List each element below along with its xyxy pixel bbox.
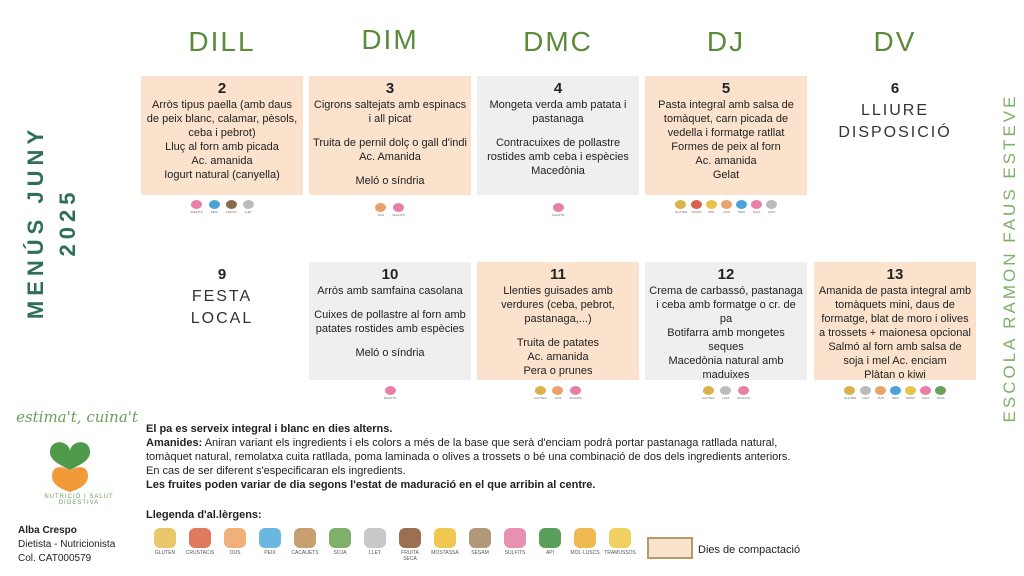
allergen-icons bbox=[477, 386, 639, 400]
allergen-icons bbox=[309, 203, 471, 217]
allergen-icons bbox=[814, 386, 976, 400]
compaction-label: Dies de compactació bbox=[698, 544, 801, 556]
day-number: 12 bbox=[717, 266, 735, 283]
day-number: 6 bbox=[890, 80, 900, 97]
lupin-icon bbox=[609, 528, 631, 548]
day-header-dj: DJ bbox=[706, 26, 746, 57]
author-role: Dietista - Nutricionista bbox=[18, 539, 116, 550]
milk-icon: LLET bbox=[766, 200, 777, 214]
egg-icon: OUS bbox=[552, 386, 563, 400]
fish-icon: PEIX bbox=[209, 200, 220, 214]
allergen-icons bbox=[477, 203, 639, 217]
gluten-icon: GLUTEN bbox=[844, 386, 856, 400]
milk-icon: LLET bbox=[720, 386, 731, 400]
fish-icon: PEIX bbox=[736, 200, 747, 214]
dish: Ac. amanida bbox=[527, 351, 589, 363]
author-block bbox=[18, 524, 115, 566]
dish: Macedònia natural amb maduixes bbox=[668, 355, 784, 381]
dish: Lluç al forn amb picada bbox=[165, 141, 279, 153]
fruits-note: Les fruites poden variar de dia segons l'estat de maduració en el que arribin al centre. bbox=[146, 479, 596, 491]
fish-icon: PEIX bbox=[890, 386, 901, 400]
day-header-dv: DV bbox=[873, 26, 917, 57]
day-cell-2 bbox=[141, 76, 303, 195]
day-cell-11 bbox=[477, 262, 639, 380]
legend-item: CACAUETS bbox=[290, 528, 320, 562]
day-cell-6 bbox=[814, 76, 976, 195]
dish: Meló o síndria bbox=[355, 347, 425, 359]
dish: Truita de pernil dolç o gall d'indi bbox=[313, 137, 467, 149]
allergen-icons bbox=[141, 200, 303, 214]
peanut-icon bbox=[294, 528, 316, 548]
crustacean-icon bbox=[189, 528, 211, 548]
dish: Llenties guisades amb verdures (ceba, pebrot, pastanaga,...) bbox=[501, 285, 615, 325]
day-number: 4 bbox=[553, 80, 563, 97]
day-number: 2 bbox=[217, 80, 227, 97]
legend-item: MOL·LUSCS bbox=[570, 528, 600, 562]
day-number: 11 bbox=[550, 266, 566, 283]
school-name: ESCOLA RAMON FAUS ESTEVE bbox=[1000, 93, 1019, 423]
dish: Formes de peix al forn bbox=[671, 141, 781, 153]
dish: Pera o prunes bbox=[523, 365, 593, 377]
celery-icon bbox=[539, 528, 561, 548]
milk-icon: LLET bbox=[243, 200, 254, 214]
dish: Meló o síndria bbox=[355, 175, 425, 187]
dish: Arròs tipus paella (amb daus de peix blanc, calamar, pèsols, ceba i pebrot) bbox=[146, 99, 298, 139]
gluten-icon bbox=[154, 528, 176, 548]
legend-item: SULFITS bbox=[500, 528, 530, 562]
dish: Contracuixes de pollastre rostides amb ceba i espècies bbox=[487, 137, 629, 163]
sulfites-icon: SULFITS bbox=[392, 203, 404, 217]
egg-icon: OUS bbox=[721, 200, 732, 214]
author-college-number: Col. CAT000579 bbox=[18, 553, 92, 564]
sulfites-icon: SULFITS bbox=[190, 200, 202, 214]
mollusc-icon: MOL bbox=[706, 200, 717, 214]
dish: Iogurt natural (canyella) bbox=[164, 169, 280, 181]
crustacean-icon: CRUST bbox=[691, 200, 702, 214]
day-cell-3 bbox=[309, 76, 471, 195]
dish: Cigrons saltejats amb espinacs i all picat bbox=[313, 99, 467, 125]
dish: Ac. amanida bbox=[191, 155, 253, 167]
dish: Plàtan o kiwi bbox=[864, 369, 926, 381]
notes bbox=[146, 422, 806, 492]
sulfites-icon: SULFITS bbox=[737, 386, 749, 400]
sulfites-icon: SULFITS bbox=[552, 203, 564, 217]
egg-icon: OUS bbox=[375, 203, 386, 217]
sulfites-icon bbox=[504, 528, 526, 548]
day-number: 9 bbox=[217, 266, 227, 283]
free-label: FESTA bbox=[191, 288, 253, 305]
legend-item: CRUSTACIS bbox=[185, 528, 215, 562]
milk-icon bbox=[364, 528, 386, 548]
day-number: 13 bbox=[886, 266, 904, 283]
dish: Amanida de pasta integral amb tomàquets mini, daus de formatge, blat de moro i olives a trossets + maionesa opcional bbox=[818, 285, 972, 339]
milk-icon: LLET bbox=[860, 386, 871, 400]
day-number: 3 bbox=[385, 80, 395, 97]
legend-item: MOSTASSA bbox=[430, 528, 460, 562]
dish: Arròs amb samfaina casolana bbox=[317, 285, 463, 297]
day-number: 10 bbox=[381, 266, 399, 283]
soy-icon bbox=[329, 528, 351, 548]
mustard-icon: MOST bbox=[905, 386, 916, 400]
day-header-dill: DILL bbox=[188, 26, 256, 57]
dish: Truita de patates bbox=[516, 337, 600, 349]
mustard-icon bbox=[434, 528, 456, 548]
free-label: DISPOSICIÓ bbox=[838, 124, 952, 141]
dish: Pasta integral amb salsa de tomàquet, carn picada de vedella i formatge ratllat bbox=[658, 99, 794, 139]
legend-item: PEIX bbox=[255, 528, 285, 562]
sulfites-icon: SULFITS bbox=[569, 386, 581, 400]
dish: Ac. Amanida bbox=[359, 151, 421, 163]
legend-item: SÈSAM bbox=[465, 528, 495, 562]
day-cell-4 bbox=[477, 76, 639, 195]
compaction-swatch bbox=[647, 537, 693, 559]
heart-logo-icon bbox=[44, 430, 96, 494]
sesame-icon bbox=[469, 528, 491, 548]
legend-title: Llegenda d'al.lèrgens: bbox=[146, 509, 262, 521]
egg-icon: OUS bbox=[875, 386, 886, 400]
sulfites-icon: SULF bbox=[920, 386, 931, 400]
menu-title-year: 2025 bbox=[55, 187, 80, 257]
day-header-dmc: DMC bbox=[523, 26, 593, 57]
free-label: LLIURE bbox=[860, 102, 930, 119]
gluten-icon: GLUTEN bbox=[702, 386, 714, 400]
legend-item: GLUTEN bbox=[150, 528, 180, 562]
day-header-dim: DIM bbox=[361, 24, 419, 55]
salads-label: Amanides: bbox=[146, 437, 203, 449]
day-cell-9 bbox=[141, 262, 303, 380]
author-name: Alba Crespo bbox=[18, 525, 77, 536]
dish: Crema de carbassó, pastanaga i ceba amb formatge o cr. de pa bbox=[649, 285, 803, 325]
egg-icon bbox=[224, 528, 246, 548]
dish: Ac. amanida bbox=[695, 155, 757, 167]
legend-item: SOJA bbox=[325, 528, 355, 562]
fish-icon bbox=[259, 528, 281, 548]
dish: Salmó al forn amb salsa de soja i mel Ac. enciam bbox=[828, 341, 962, 367]
legend-item: LLET bbox=[360, 528, 390, 562]
menu-title-month: MENÚS JUNY bbox=[23, 124, 48, 320]
legend-item: FRUITA SECA bbox=[395, 528, 425, 562]
day-number: 5 bbox=[721, 80, 731, 97]
dish: Cuixes de pollastre al forn amb patates rostides amb espècies bbox=[314, 309, 466, 335]
gluten-icon: GLUTEN bbox=[675, 200, 687, 214]
dish: Botifarra amb mongetes seques bbox=[667, 327, 785, 353]
logo-text: estima't, cuina't bbox=[16, 408, 138, 426]
legend-item: API bbox=[535, 528, 565, 562]
day-cell-5 bbox=[645, 76, 807, 195]
dish: Macedònia bbox=[531, 165, 585, 177]
logo-subtitle: NUTRICIÓ I SALUT DIGESTIVA bbox=[44, 494, 114, 506]
dish: Mongeta verda amb patata i pastanaga bbox=[489, 99, 627, 125]
free-label: LOCAL bbox=[190, 310, 254, 327]
sulfites-icon: SULF bbox=[751, 200, 762, 214]
allergen-icons bbox=[645, 200, 807, 214]
soy-icon: SOJA bbox=[935, 386, 946, 400]
sulfites-icon: SULFITS bbox=[384, 386, 396, 400]
day-cell-12 bbox=[645, 262, 807, 380]
legend-item: OUS bbox=[220, 528, 250, 562]
salads-note: Aniran variant els ingredients i els colors a més de la base que serà d'enciam podrà portar pastanaga ratllada natural, tomàquet natural, remolatxa cuita ratllada, poma laminada o olives a trossets o bé una combinació de dos dels ingredients anteriors. En cas de ser diferent s'especificaran els ingredients. bbox=[146, 437, 791, 477]
dish: Gelat bbox=[712, 169, 740, 181]
mollusc-icon bbox=[574, 528, 596, 548]
tree-nuts-icon bbox=[399, 528, 421, 548]
bread-note: El pa es serveix integral i blanc en dies alterns. bbox=[146, 423, 393, 435]
allergen-icons bbox=[309, 386, 471, 400]
gluten-icon: GLUTEN bbox=[534, 386, 546, 400]
day-cell-10 bbox=[309, 262, 471, 380]
allergen-icons bbox=[645, 386, 807, 400]
menu-title bbox=[23, 125, 81, 319]
allergen-legend bbox=[150, 528, 635, 562]
nuts-icon: FRUITA bbox=[226, 200, 237, 214]
legend-item: TRAMUSSOS bbox=[605, 528, 635, 562]
day-cell-13 bbox=[814, 262, 976, 380]
